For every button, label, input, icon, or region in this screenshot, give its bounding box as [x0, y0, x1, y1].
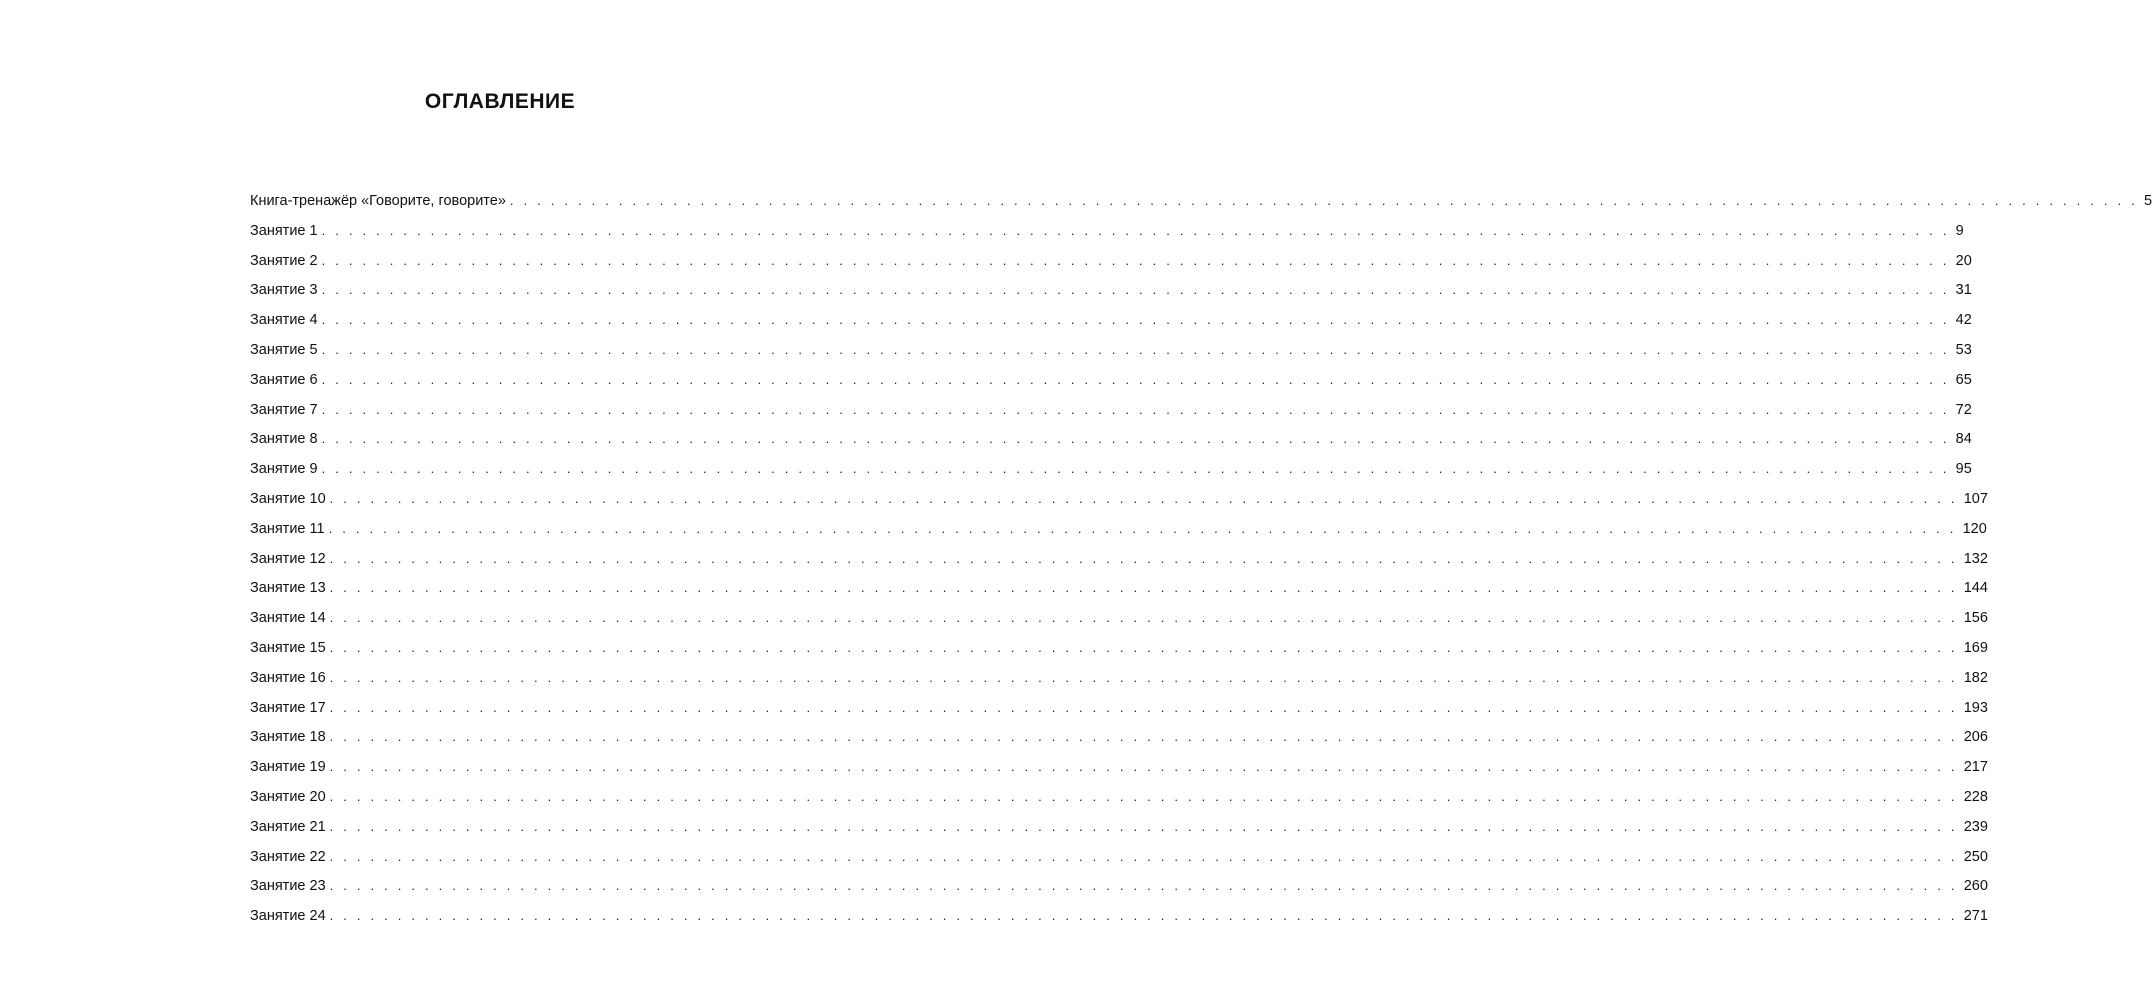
toc-entry-page-number: 217: [1963, 759, 1988, 776]
toc-entry-label: Занятие 9: [250, 461, 318, 478]
toc-entry-page-number: 5: [2143, 193, 2152, 209]
toc-entry-page-number: 228: [1963, 788, 1988, 805]
dot-leader: . . . . . . . . . . . . . . . . . . . . . . . . . . . . . . . . . . . . . . . . . . . . . . . . . . . . . . . . . . . . . . . . . . . . . . . . . . . . . . . . . . . . . . . . . . . . . . . . . . . . . . . . . . . . . . . . . . . . . . . .: [329, 639, 1958, 655]
dot-leader: . . . . . . . . . . . . . . . . . . . . . . . . . . . . . . . . . . . . . . . . . . . . . . . . . . . . . . . . . . . . . . . . . . . . . . . . . . . . . . . . . . . . . . . . . . . . . . . . . . . . . . . . . . . . . . . . . . . . . . . .: [329, 550, 1958, 566]
toc-entry-label: Занятие 17: [250, 699, 326, 716]
toc-entry-page-number: 169: [1963, 639, 1988, 656]
dot-leader: . . . . . . . . . . . . . . . . . . . . . . . . . . . . . . . . . . . . . . . . . . . . . . . . . . . . . . . . . . . . . . . . . . . . . . . . . . . . . . . . . . . . . . . . . . . . . . . . . . . . . . . . . . . . . . . . . . . . . . . .: [329, 878, 1958, 894]
toc-entry-label: Занятие 24: [250, 908, 326, 925]
table-of-contents: [250, 186, 2152, 931]
toc-entry[interactable]: [250, 365, 1972, 395]
dot-leader: . . . . . . . . . . . . . . . . . . . . . . . . . . . . . . . . . . . . . . . . . . . . . . . . . . . . . . . . . . . . . . . . . . . . . . . . . . . . . . . . . . . . . . . . . . . . . . . . . . . . . . . . . . . . . . . . . . . . . . . .: [329, 669, 1958, 685]
toc-entry-label: Занятие 21: [250, 818, 326, 835]
dot-leader: . . . . . . . . . . . . . . . . . . . . . . . . . . . . . . . . . . . . . . . . . . . . . . . . . . . . . . . . . . . . . . . . . . . . . . . . . . . . . . . . . . . . . . . . . . . . . . . . . . . . . . . . . . . . . . . . . . . . . . . .: [321, 401, 1950, 417]
toc-entry[interactable]: [250, 395, 1972, 425]
toc-entry-page-number: 120: [1962, 520, 1987, 537]
dot-leader: . . . . . . . . . . . . . . . . . . . . . . . . . . . . . . . . . . . . . . . . . . . . . . . . . . . . . . . . . . . . . . . . . . . . . . . . . . . . . . . . . . . . . . . . . . . . . . . . . . . . . . . . . . . . . . . . . . . . . . . .: [509, 193, 2138, 208]
toc-entry-label: Занятие 11: [250, 520, 325, 537]
toc-entry[interactable]: [250, 782, 1988, 812]
toc-entry[interactable]: [250, 812, 1988, 842]
page-title: ОГЛАВЛЕНИЕ: [424, 90, 576, 114]
dot-leader: . . . . . . . . . . . . . . . . . . . . . . . . . . . . . . . . . . . . . . . . . . . . . . . . . . . . . . . . . . . . . . . . . . . . . . . . . . . . . . . . . . . . . . . . . . . . . . . . . . . . . . . . . . . . . . . . . . . . . . . .: [329, 580, 1958, 596]
toc-entry-page-number: 206: [1963, 729, 1988, 746]
toc-entry-page-number: 260: [1963, 878, 1988, 895]
dot-leader: . . . . . . . . . . . . . . . . . . . . . . . . . . . . . . . . . . . . . . . . . . . . . . . . . . . . . . . . . . . . . . . . . . . . . . . . . . . . . . . . . . . . . . . . . . . . . . . . . . . . . . . . . . . . . . . . . . . . . . . .: [321, 461, 1950, 477]
dot-leader: . . . . . . . . . . . . . . . . . . . . . . . . . . . . . . . . . . . . . . . . . . . . . . . . . . . . . . . . . . . . . . . . . . . . . . . . . . . . . . . . . . . . . . . . . . . . . . . . . . . . . . . . . . . . . . . . . . . . . . . .: [321, 371, 1950, 387]
toc-entry[interactable]: [250, 484, 1988, 514]
toc-entry-page-number: 193: [1963, 699, 1988, 716]
toc-entry[interactable]: [250, 305, 1972, 335]
toc-entry-label: Занятие 5: [250, 341, 318, 358]
toc-entry-page-number: 65: [1955, 371, 1972, 388]
toc-entry-label: Занятие 15: [250, 639, 326, 656]
toc-entry[interactable]: [250, 603, 1988, 633]
toc-entry[interactable]: [250, 514, 1987, 544]
dot-leader: . . . . . . . . . . . . . . . . . . . . . . . . . . . . . . . . . . . . . . . . . . . . . . . . . . . . . . . . . . . . . . . . . . . . . . . . . . . . . . . . . . . . . . . . . . . . . . . . . . . . . . . . . . . . . . . . . . . . . . . .: [321, 341, 1950, 357]
toc-entry[interactable]: [250, 871, 1988, 901]
toc-entry-label: Занятие 12: [250, 550, 326, 567]
toc-entry-page-number: 156: [1963, 610, 1988, 627]
toc-entry-page-number: 132: [1963, 550, 1988, 567]
toc-entry-page-number: 182: [1963, 669, 1988, 686]
toc-entry[interactable]: [250, 693, 1988, 723]
dot-leader: . . . . . . . . . . . . . . . . . . . . . . . . . . . . . . . . . . . . . . . . . . . . . . . . . . . . . . . . . . . . . . . . . . . . . . . . . . . . . . . . . . . . . . . . . . . . . . . . . . . . . . . . . . . . . . . . . . . . . . . .: [329, 759, 1958, 775]
toc-entry[interactable]: [250, 424, 1972, 454]
toc-entry-page-number: 9: [1955, 222, 1964, 239]
dot-leader: . . . . . . . . . . . . . . . . . . . . . . . . . . . . . . . . . . . . . . . . . . . . . . . . . . . . . . . . . . . . . . . . . . . . . . . . . . . . . . . . . . . . . . . . . . . . . . . . . . . . . . . . . . . . . . . . . . . . . . . .: [321, 222, 1950, 238]
toc-entry-label: Занятие 6: [250, 371, 318, 388]
toc-entry-page-number: 250: [1963, 848, 1988, 865]
dot-leader: . . . . . . . . . . . . . . . . . . . . . . . . . . . . . . . . . . . . . . . . . . . . . . . . . . . . . . . . . . . . . . . . . . . . . . . . . . . . . . . . . . . . . . . . . . . . . . . . . . . . . . . . . . . . . . . . . . . . . . . .: [321, 431, 1950, 447]
toc-entry-page-number: 72: [1955, 401, 1972, 418]
toc-entry-page-number: 239: [1963, 818, 1988, 835]
toc-entry[interactable]: [250, 454, 1972, 484]
toc-entry[interactable]: [250, 633, 1988, 663]
dot-leader: . . . . . . . . . . . . . . . . . . . . . . . . . . . . . . . . . . . . . . . . . . . . . . . . . . . . . . . . . . . . . . . . . . . . . . . . . . . . . . . . . . . . . . . . . . . . . . . . . . . . . . . . . . . . . . . . . . . . . . . .: [328, 520, 1957, 536]
toc-entry[interactable]: [250, 722, 1988, 752]
toc-entry[interactable]: [250, 663, 1988, 693]
toc-entry-page-number: 42: [1955, 312, 1972, 329]
dot-leader: . . . . . . . . . . . . . . . . . . . . . . . . . . . . . . . . . . . . . . . . . . . . . . . . . . . . . . . . . . . . . . . . . . . . . . . . . . . . . . . . . . . . . . . . . . . . . . . . . . . . . . . . . . . . . . . . . . . . . . . .: [321, 252, 1950, 268]
toc-entry-label: Занятие 4: [250, 312, 318, 329]
toc-entry[interactable]: [250, 335, 1972, 365]
toc-entry-label: Занятие 2: [250, 252, 318, 269]
toc-entry[interactable]: [250, 573, 1988, 603]
dot-leader: . . . . . . . . . . . . . . . . . . . . . . . . . . . . . . . . . . . . . . . . . . . . . . . . . . . . . . . . . . . . . . . . . . . . . . . . . . . . . . . . . . . . . . . . . . . . . . . . . . . . . . . . . . . . . . . . . . . . . . . .: [329, 848, 1958, 864]
toc-entry-page-number: 271: [1963, 908, 1988, 925]
toc-entry-label: Занятие 16: [250, 669, 326, 686]
toc-entry[interactable]: [250, 752, 1988, 782]
dot-leader: . . . . . . . . . . . . . . . . . . . . . . . . . . . . . . . . . . . . . . . . . . . . . . . . . . . . . . . . . . . . . . . . . . . . . . . . . . . . . . . . . . . . . . . . . . . . . . . . . . . . . . . . . . . . . . . . . . . . . . . .: [329, 490, 1958, 506]
toc-entry[interactable]: [250, 246, 1972, 276]
toc-entry-page-number: 84: [1955, 431, 1972, 448]
toc-entry-label: Занятие 18: [250, 729, 326, 746]
dot-leader: . . . . . . . . . . . . . . . . . . . . . . . . . . . . . . . . . . . . . . . . . . . . . . . . . . . . . . . . . . . . . . . . . . . . . . . . . . . . . . . . . . . . . . . . . . . . . . . . . . . . . . . . . . . . . . . . . . . . . . . .: [329, 818, 1958, 834]
toc-entry-page-number: 107: [1963, 490, 1988, 507]
dot-leader: . . . . . . . . . . . . . . . . . . . . . . . . . . . . . . . . . . . . . . . . . . . . . . . . . . . . . . . . . . . . . . . . . . . . . . . . . . . . . . . . . . . . . . . . . . . . . . . . . . . . . . . . . . . . . . . . . . . . . . . .: [329, 699, 1958, 715]
toc-entry-label: Занятие 14: [250, 610, 326, 627]
toc-entry[interactable]: [250, 901, 1988, 931]
toc-entry[interactable]: [250, 544, 1988, 574]
toc-entry[interactable]: [250, 275, 1972, 305]
toc-entry-page-number: 53: [1955, 341, 1972, 358]
toc-entry[interactable]: [250, 842, 1988, 872]
dot-leader: . . . . . . . . . . . . . . . . . . . . . . . . . . . . . . . . . . . . . . . . . . . . . . . . . . . . . . . . . . . . . . . . . . . . . . . . . . . . . . . . . . . . . . . . . . . . . . . . . . . . . . . . . . . . . . . . . . . . . . . .: [329, 610, 1958, 626]
toc-entry-page-number: 95: [1955, 461, 1972, 478]
toc-entry-page-number: 144: [1963, 580, 1988, 597]
toc-entry[interactable]: [250, 216, 1964, 246]
toc-entry-label: Занятие 22: [250, 848, 326, 865]
toc-entry-label: Занятие 8: [250, 431, 318, 448]
dot-leader: . . . . . . . . . . . . . . . . . . . . . . . . . . . . . . . . . . . . . . . . . . . . . . . . . . . . . . . . . . . . . . . . . . . . . . . . . . . . . . . . . . . . . . . . . . . . . . . . . . . . . . . . . . . . . . . . . . . . . . . .: [329, 788, 1958, 804]
dot-leader: . . . . . . . . . . . . . . . . . . . . . . . . . . . . . . . . . . . . . . . . . . . . . . . . . . . . . . . . . . . . . . . . . . . . . . . . . . . . . . . . . . . . . . . . . . . . . . . . . . . . . . . . . . . . . . . . . . . . . . . .: [321, 312, 1950, 328]
toc-entry-label: Занятие 10: [250, 490, 326, 507]
toc-entry-label: Занятие 1: [250, 222, 318, 239]
toc-entry-page-number: 20: [1955, 252, 1972, 269]
toc-entry-label: Занятие 23: [250, 878, 326, 895]
toc-entry-label: Занятие 7: [250, 401, 318, 418]
dot-leader: . . . . . . . . . . . . . . . . . . . . . . . . . . . . . . . . . . . . . . . . . . . . . . . . . . . . . . . . . . . . . . . . . . . . . . . . . . . . . . . . . . . . . . . . . . . . . . . . . . . . . . . . . . . . . . . . . . . . . . . .: [329, 729, 1958, 745]
dot-leader: . . . . . . . . . . . . . . . . . . . . . . . . . . . . . . . . . . . . . . . . . . . . . . . . . . . . . . . . . . . . . . . . . . . . . . . . . . . . . . . . . . . . . . . . . . . . . . . . . . . . . . . . . . . . . . . . . . . . . . . .: [321, 282, 1950, 298]
toc-entry[interactable]: [250, 186, 2152, 216]
toc-entry-label: Занятие 20: [250, 788, 326, 805]
toc-entry-label: Занятие 3: [250, 282, 318, 299]
dot-leader: . . . . . . . . . . . . . . . . . . . . . . . . . . . . . . . . . . . . . . . . . . . . . . . . . . . . . . . . . . . . . . . . . . . . . . . . . . . . . . . . . . . . . . . . . . . . . . . . . . . . . . . . . . . . . . . . . . . . . . . .: [329, 908, 1958, 924]
toc-entry-label: Занятие 19: [250, 759, 326, 776]
toc-entry-page-number: 31: [1955, 282, 1972, 299]
toc-entry-label: Занятие 13: [250, 580, 326, 597]
toc-entry-label: Книга-тренажёр «Говорите, говорите»: [250, 193, 506, 209]
